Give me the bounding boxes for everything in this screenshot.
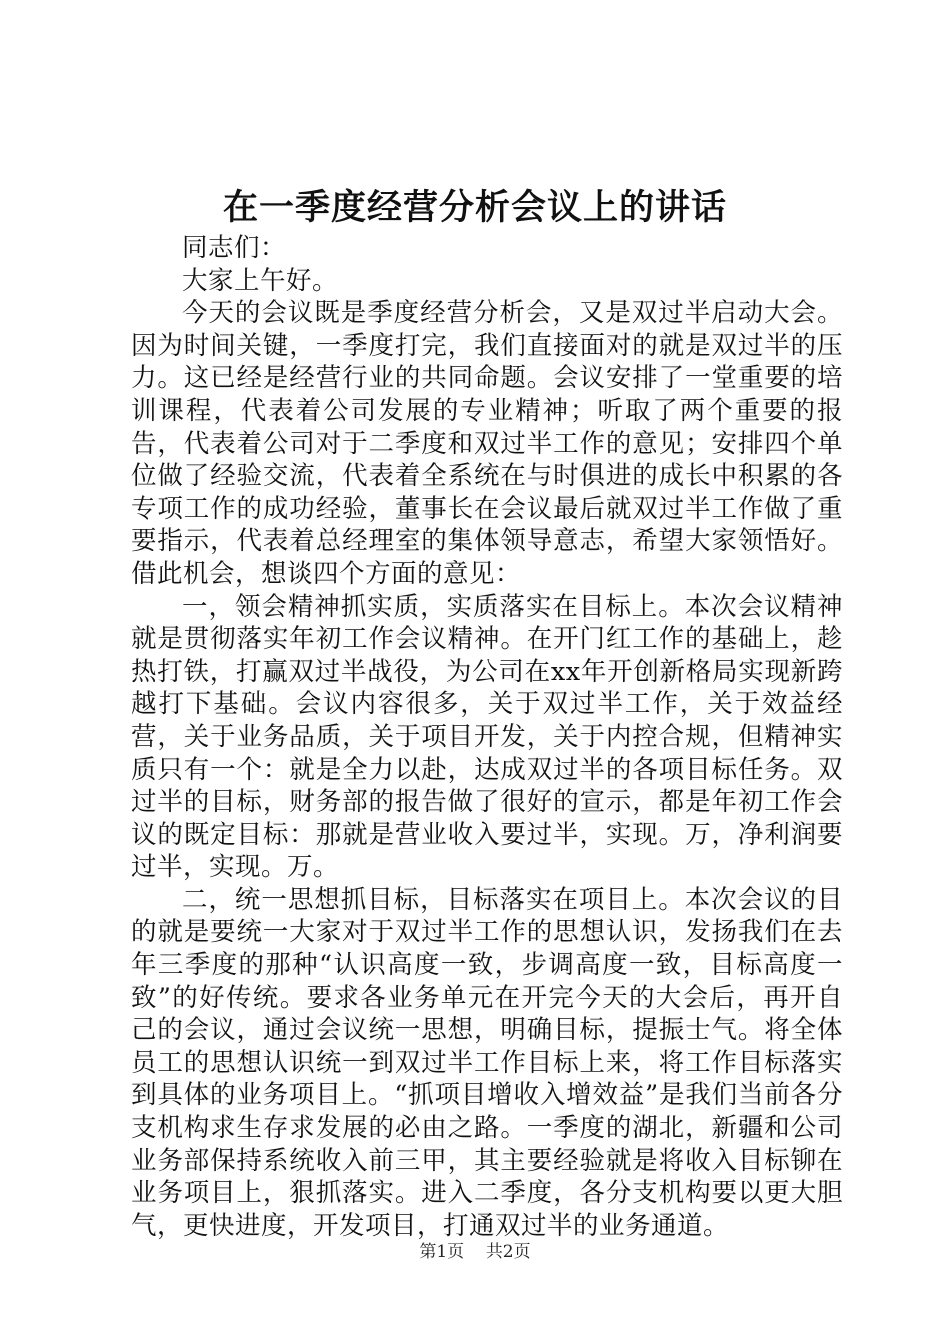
point-two-paragraph: 二，统一思想抓目标，目标落实在项目上。本次会议的目的就是要统一大家对于双过半工作的思想认识，发扬我们在去年三季度的那种“认识高度一致，步调高度一致，目标高度一致”的好传统。要求各业务单元在开完今天的大会后，再开自己的会议，通过会议统一思想，明确目标，提振士气。将全体员工的思想认识统一到双过半工作目标上来，将工作目标落实到具体的业务项目上。“抓项目增收入增效益”是我们当前各分支机构求生存求发展的必由之路。一季度的湖北，新疆和公司业务部保持系统收入前三甲，其主要经验就是将收入目标铆在业务项目上，狠抓落实。进入二季度，各分支机构要以更大胆气，更快进度，开发项目，打通双过半的业务通道。 [131,884,843,1241]
point-one-paragraph: 一，领会精神抓实质，实质落实在目标上。本次会议精神就是贯彻落实年初工作会议精神。在开门红工作的基础上，趁热打铁，打赢双过半战役，为公司在xx年开创新格局实现新跨越打下基础。会议内容很多，关于双过半工作，关于效益经营，关于业务品质，关于项目开发，关于内控合规，但精神实质只有一个：就是全力以赴，达成双过半的各项目标任务。双过半的目标，财务部的报告做了很好的宣示，都是年初工作会议的既定目标：那就是营业收入要过半，实现。万，净利润要过半，实现。万。 [131,591,843,883]
page-footer [0,1240,950,1264]
page-total: 共2页 [485,1242,531,1262]
greeting-paragraph: 同志们： [182,233,287,263]
document-body [131,232,843,1242]
salutation-paragraph: 大家上午好。 [182,265,339,296]
document-title: 在一季度经营分析会议上的讲话 [222,187,727,228]
page-separator [470,1242,481,1262]
intro-paragraph: 今天的会议既是季度经营分析会，又是双过半启动大会。因为时间关键，一季度打完，我们直接面对的就是双过半的压力。这已经是经营行业的共同命题。会议安排了一堂重要的培训课程，代表着公司发展的专业精神；听取了两个重要的报告，代表着公司对于二季度和双过半工作的意见；安排四个单位做了经验交流，代表着全系统在与时俱进的成长中积累的各专项工作的成功经验，董事长在会议最后就双过半工作做了重要指示，代表着总经理室的集体领导意志，希望大家领悟好。借此机会，想谈四个方面的意见： [131,298,843,589]
page-number: 第1页 [419,1242,465,1262]
